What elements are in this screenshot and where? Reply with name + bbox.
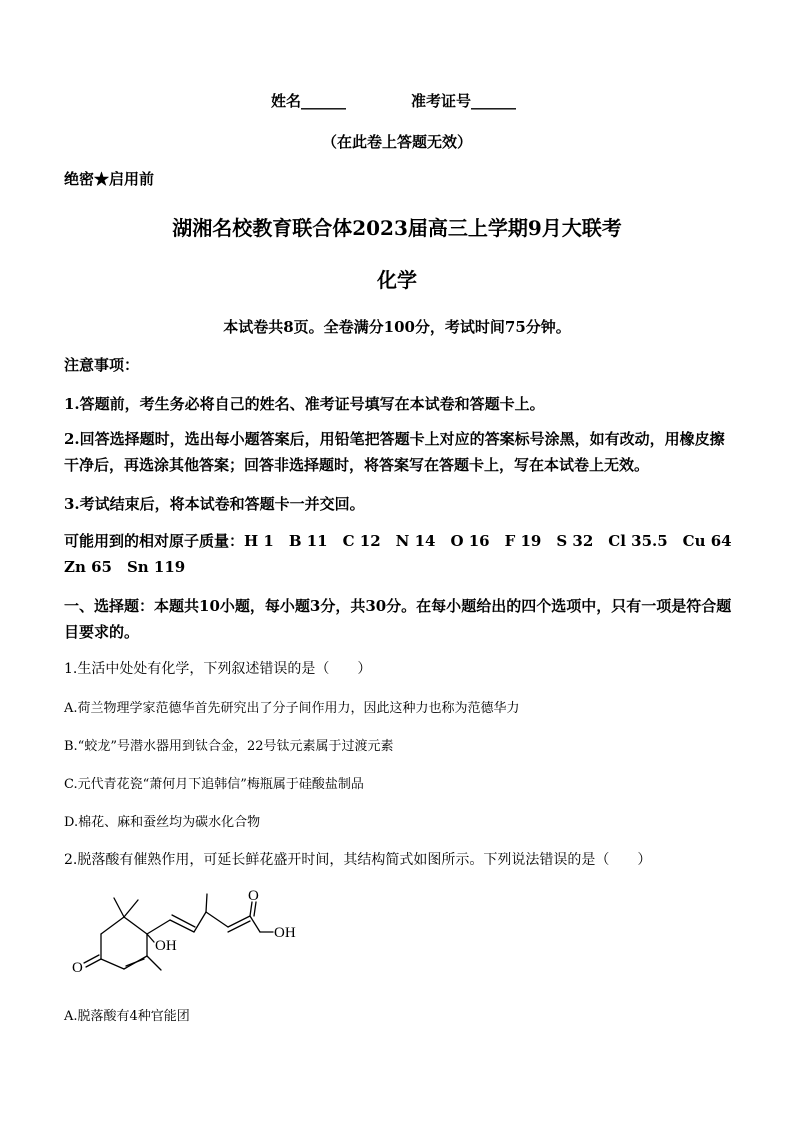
methyl-bond — [206, 894, 207, 912]
ring-bond — [101, 917, 124, 934]
methyl-bond — [147, 956, 161, 970]
chain-bond — [170, 920, 194, 932]
section-heading: 一、选择题：本题共10小题，每小题3分，共30分。在每小题给出的四个选项中，只有一项是符合题目要求的。 — [64, 597, 732, 641]
question-1-option-a: A.荷兰物理学家范德华首先研究出了分子间作用力，因此这种力也称为范德华力 — [64, 701, 520, 716]
note-item-2: 2.回答选择题时，选出每小题答案后，用铅笔把答题卡上对应的答案标号涂黑，如有改动，用橡皮擦干净后，再选涂其他答案；回答非选择题时，将答案写在答题卡上，写在本试卷上无效。 — [64, 430, 725, 474]
chain-bond — [194, 912, 206, 932]
note-item-3: 3.考试结束后，将本试卷和答题卡一并交回。 — [64, 495, 365, 513]
chain-double-bond — [228, 921, 250, 932]
note-item-1: 1.答题前，考生务必将自己的姓名、准考证号填写在本试卷和答题卡上。 — [64, 395, 545, 413]
chain-bond — [147, 920, 170, 934]
question-1-stem: 1.生活中处处有化学，下列叙述错误的是（ ） — [64, 661, 372, 677]
methyl-bond — [124, 900, 138, 917]
notes-heading: 注意事项： — [64, 356, 140, 374]
ring-bond — [124, 917, 147, 934]
ketone-oxygen-label: O — [72, 960, 83, 976]
invalid-note: （在此卷上答题无效） — [321, 133, 472, 151]
exam-id-field-label: 准考证号______ — [411, 92, 517, 110]
question-2-stem: 2.脱落酸有催熟作用，可延长鲜花盛开时间，其结构简式如图所示。下列说法错误的是（ ） — [64, 852, 652, 868]
hydroxyl-bond — [147, 934, 154, 942]
carbonyl-oxygen-label: O — [248, 888, 259, 904]
carbonyl-bond — [250, 902, 252, 916]
hydroxyl-label-left: OH — [155, 938, 177, 954]
atomic-masses: 可能用到的相对原子质量：H 1 B 11 C 12 N 14 O 16 F 19 S 32 Cl 35.5 Cu 64 Zn 65 Sn 119 — [64, 532, 747, 576]
carbonyl-bond — [254, 902, 256, 916]
methyl-bond — [114, 898, 124, 917]
question-1-option-c: C.元代青花瓷“萧何月下追韩信”梅瓶属于硅酸盐制品 — [64, 777, 364, 792]
chain-bond — [206, 912, 228, 927]
exam-title: 湖湘名校教育联合体2023届高三上学期9月大联考 — [172, 216, 622, 240]
exam-info: 本试卷共8页。全卷满分100分，考试时间75分钟。 — [223, 318, 571, 336]
chain-double-bond — [172, 915, 195, 927]
secret-label: 绝密★启用前 — [64, 170, 155, 188]
name-field-label: 姓名______ — [271, 92, 347, 110]
hydroxyl-label-right: OH — [274, 925, 296, 941]
ring-bond — [101, 959, 124, 969]
ring-double-bond — [126, 959, 144, 966]
chain-bond — [228, 916, 250, 927]
chain-bond — [250, 916, 260, 932]
subject-title: 化学 — [377, 268, 417, 292]
question-1-option-b: B.“蛟龙”号潜水器用到钛合金，22号钛元素属于过渡元素 — [64, 739, 394, 754]
abscisic-acid-structure-figure — [62, 882, 312, 992]
question-2-option-a: A.脱落酸有4种官能团 — [64, 1009, 190, 1024]
question-1-option-d: D.棉花、麻和蚕丝均为碳水化合物 — [64, 815, 261, 830]
